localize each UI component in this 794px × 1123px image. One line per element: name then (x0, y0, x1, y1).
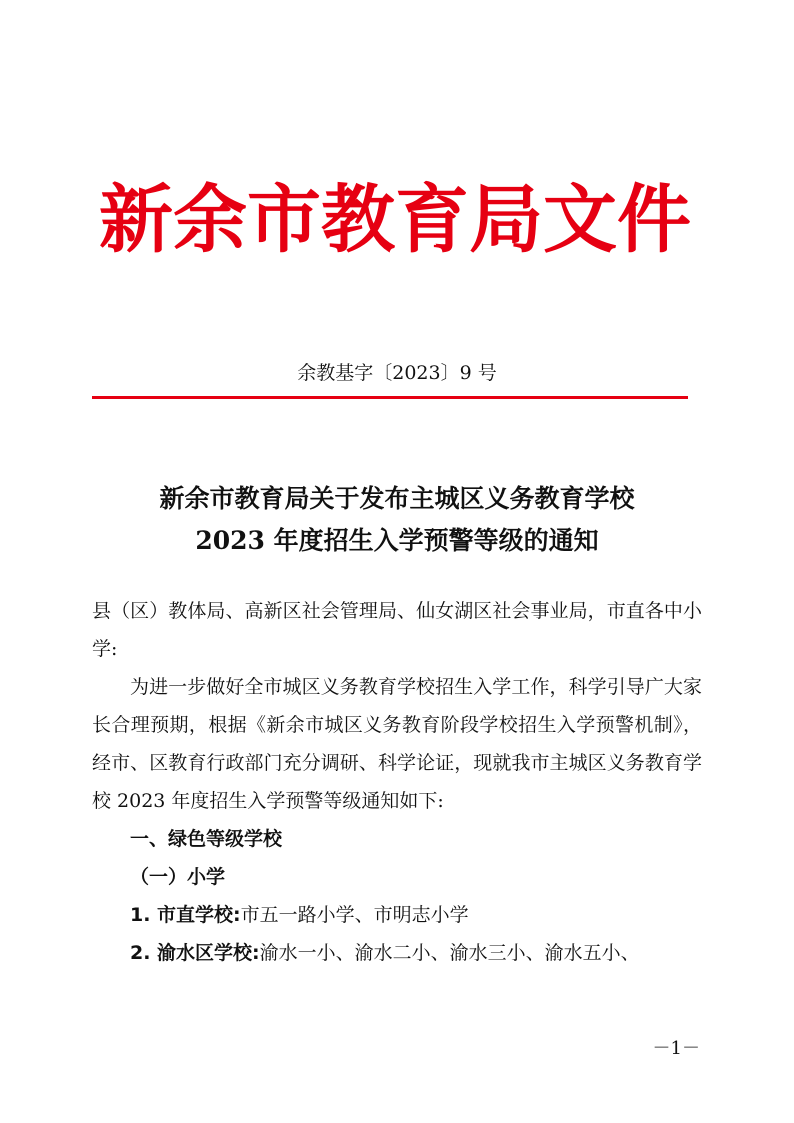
list-item-label: 1. 市直学校: (130, 904, 241, 926)
section-heading: 一、绿色等级学校 (130, 828, 283, 850)
list-item (92, 896, 702, 934)
masthead-title: 新余市教育局文件 (99, 177, 691, 263)
document-body (92, 592, 702, 972)
notice-title-line-1: 新余市教育局关于发布主城区义务教育学校 (159, 484, 635, 513)
subsection-heading: （一）小学 (130, 866, 226, 888)
list-item-label: 2. 渝水区学校: (130, 942, 260, 964)
notice-title (80, 478, 714, 562)
notice-title-line-2: 2023 年度招生入学预警等级的通知 (195, 526, 599, 555)
red-divider-line (92, 396, 688, 399)
list-item-text: 市五一路小学、市明志小学 (240, 904, 469, 926)
list-item-text: 渝水一小、渝水二小、渝水三小、渝水五小、 (259, 942, 640, 964)
document-number: 余教基字〔2023〕9 号 (297, 362, 497, 384)
salutation: 县（区）教体局、高新区社会管理局、仙女湖区社会事业局，市直各中小学: (92, 600, 702, 660)
body-paragraph: 为进一步做好全市城区义务教育学校招生入学工作，科学引导广大家长合理预期，根据《新余市城区义务教育阶段学校招生入学预警机制》，经市、区教育行政部门充分调研、科学论证，现就我市主城区义务教育学校 2023 年度招生入学预警等级通知如下: (92, 676, 702, 812)
list-item (92, 934, 702, 972)
page-number: －1－ (652, 1038, 700, 1059)
